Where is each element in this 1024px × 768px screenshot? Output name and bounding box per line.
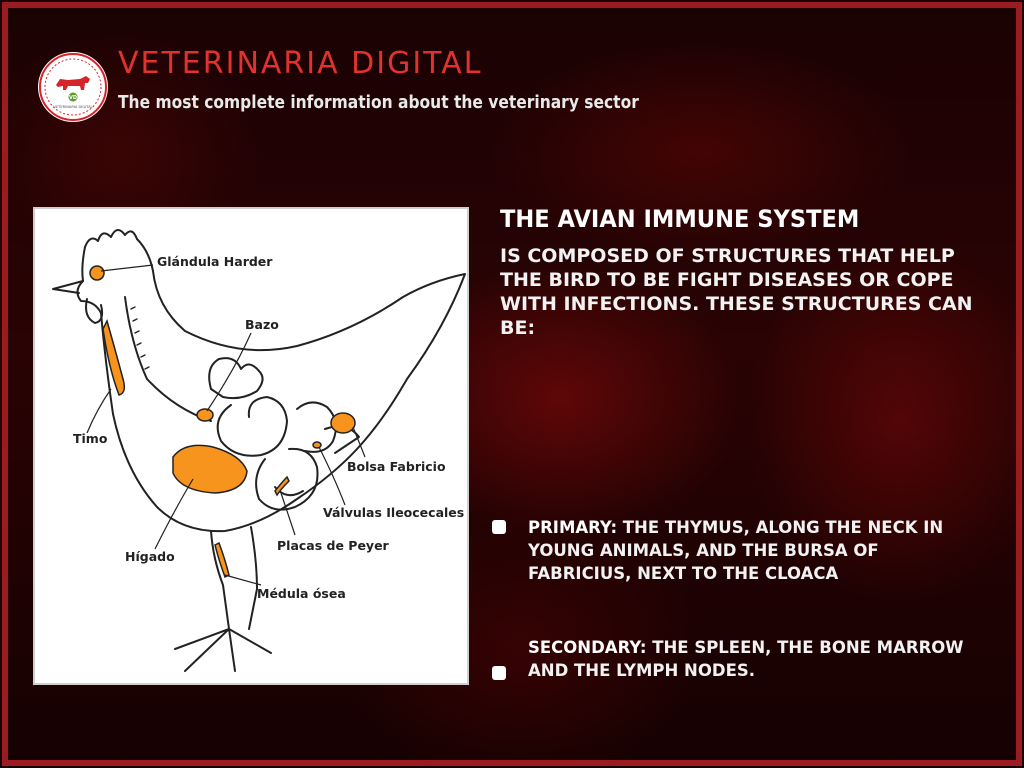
intestines [218,397,287,456]
leader-harder [101,265,153,271]
leader-placas [281,493,295,535]
spleen-organ [197,409,213,421]
hen-body-outline [77,239,465,531]
bullet-square [492,666,506,680]
primary-text: THE THYMUS, ALONG THE NECK IN YOUNG ANIMALS, AND THE BURSA OF FABRICIUS, NEXT TO THE CLOACA [528,518,944,583]
leader-higado [155,479,193,549]
bullet-square [492,520,506,534]
marrow-organ [215,543,229,577]
secondary-text: THE SPLEEN, THE BONE MARROW AND THE LYMPH NODES. [528,638,964,680]
label-higado: Hígado [125,549,175,564]
section-title: THE AVIAN IMMUNE SYSTEM [500,205,860,233]
leader-bazo [207,333,251,411]
label-placas-de-peyer: Placas de Peyer [277,538,389,553]
leader-valvulas [319,447,345,505]
list-item-secondary [492,636,982,686]
bursa-organ [331,413,355,433]
harder-gland-organ [90,266,104,280]
label-bazo: Bazo [245,317,279,332]
ileocecal-organ [313,442,321,448]
primary-key: PRIMARY: [528,518,618,537]
logo-badge: VD [68,95,78,101]
label-medula-osea: Médula ósea [257,586,346,601]
tagline: The most complete information about the veterinary sector [118,92,639,113]
label-glandula-harder: Glándula Harder [157,254,273,269]
leg-outline-2 [249,527,257,629]
veterinaria-digital-logo [38,52,108,122]
label-bolsa-fabricio: Bolsa Fabricio [347,459,446,474]
secondary-key: SECONDARY: [528,638,647,657]
trachea [125,297,211,421]
logo-text: VETERINARIA DIGITAL [53,105,93,109]
label-valvulas-ileocecales: Válvulas Ileocecales [323,505,465,520]
comb-outline [85,230,137,247]
brand-name: VETERINARIA DIGITAL [118,46,483,81]
primary-description [528,516,982,585]
secondary-description [528,636,982,682]
list-item-primary [492,516,982,588]
leader-timo [87,389,111,433]
label-timo: Timo [73,431,108,446]
intro-text: IS COMPOSED OF STRUCTURES THAT HELP THE BIRD TO BE FIGHT DISEASES OR COPE WITH INFECTIONS. THESE STRUCTURES CAN BE: [500,245,973,339]
hen-anatomy-diagram [33,207,469,685]
leader-medula [225,575,261,585]
